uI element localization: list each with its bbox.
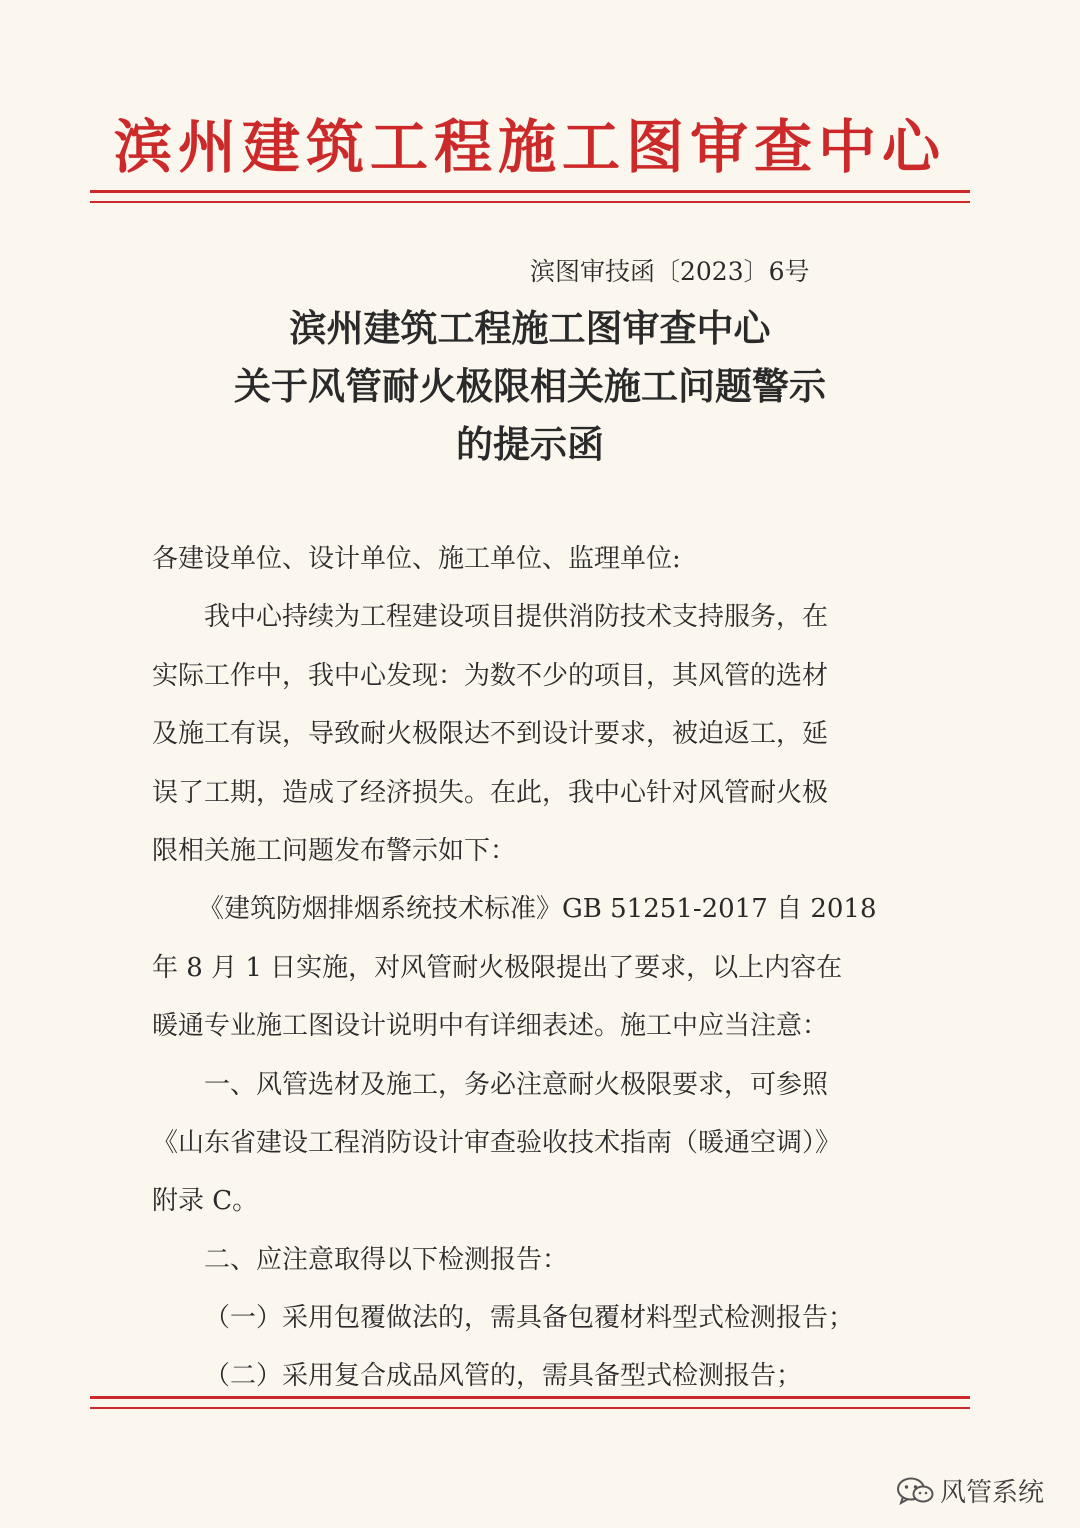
footer-divider — [90, 1396, 970, 1409]
letterhead-divider — [90, 190, 970, 203]
list-item: （二）采用复合成品风管的，需具备型式检测报告； — [204, 1361, 803, 1392]
salutation: 各建设单位、设计单位、施工单位、监理单位: — [152, 544, 681, 574]
title-line-2: 关于风管耐火极限相关施工问题警示 — [234, 365, 826, 408]
watermark — [896, 1472, 1044, 1509]
paragraph-line: 及施工有误，导致耐火极限达不到设计要求，被迫返工，延 — [152, 719, 829, 750]
paragraph-line: 实际工作中，我中心发现：为数不少的项目，其风管的选材 — [152, 660, 829, 691]
section-heading: 一、风管选材及施工，务必注意耐火极限要求，可参照 — [204, 1069, 829, 1100]
letterhead-title: 滨州建筑工程施工图审查中心 — [113, 113, 946, 181]
paragraph-line: 暖通专业施工图设计说明中有详细表述。施工中应当注意： — [152, 1011, 829, 1042]
paragraph-line: 《建筑防烟排烟系统技术标准》GB 51251-2017 自 2018 — [198, 894, 877, 925]
document-number: 滨图审技函〔2023〕6号 — [530, 257, 810, 286]
paragraph-line: 误了工期，造成了经济损失。在此，我中心针对风管耐火极 — [152, 777, 829, 808]
paragraph-line — [152, 588, 912, 646]
wechat-icon — [896, 1476, 934, 1506]
paragraph-line: 限相关施工问题发布警示如下： — [152, 835, 517, 866]
title-line-3: 的提示函 — [456, 423, 604, 466]
line-text: 我中心持续为工程建设项目提供消防技术支持服务，在 — [204, 602, 829, 633]
paragraph-line: 附录 C。 — [152, 1186, 259, 1217]
section-heading: 二、应注意取得以下检测报告： — [204, 1244, 569, 1275]
letter-body — [152, 530, 912, 1406]
paragraph-line: 年 8 月 1 日实施，对风管耐火极限提出了要求，以上内容在 — [152, 952, 843, 983]
paragraph-line: 《山东省建设工程消防设计审查验收技术指南（暖通空调）》 — [152, 1127, 842, 1158]
list-item: （一）采用包覆做法的，需具备包覆材料型式检测报告； — [204, 1303, 855, 1334]
title-line-1: 滨州建筑工程施工图审查中心 — [289, 307, 771, 350]
watermark-text: 风管系统 — [940, 1478, 1045, 1508]
document-title — [100, 300, 960, 474]
